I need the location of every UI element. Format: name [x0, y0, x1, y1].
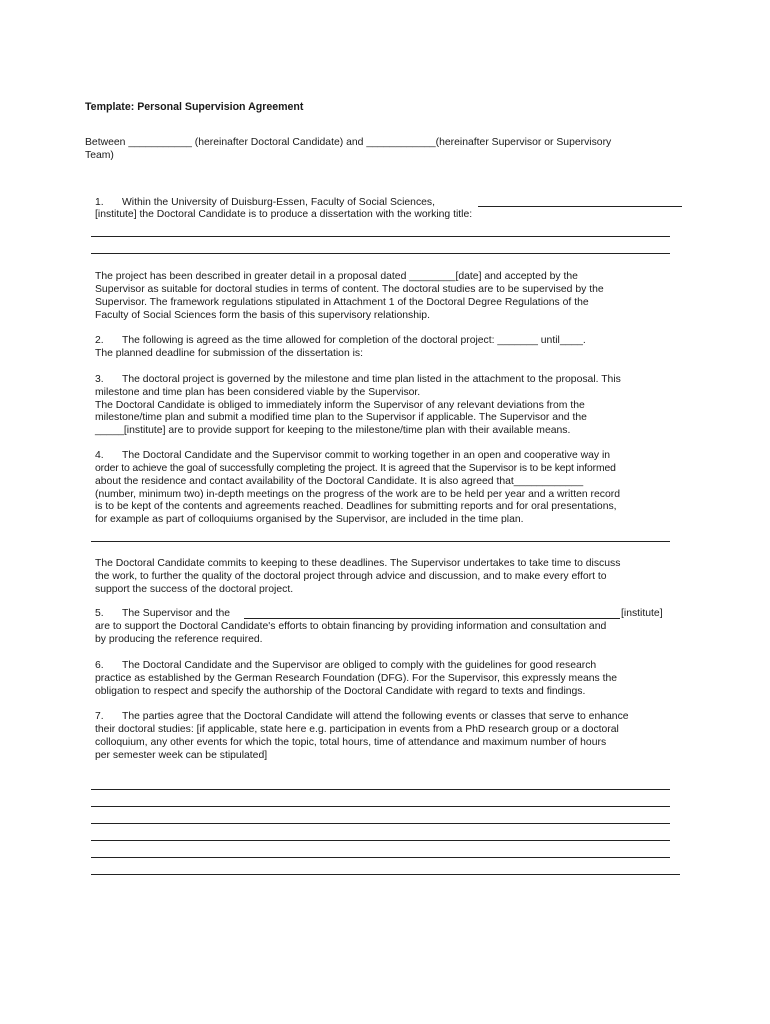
events-blank-4 [91, 840, 670, 841]
section-7-number: 7. [95, 711, 104, 722]
section-1-institute-blank [478, 206, 682, 207]
section-6-number: 6. [95, 660, 104, 671]
project-line-2: Supervisor as suitable for doctoral studies in terms of content. The doctoral studies are to be supervised by the [95, 284, 604, 295]
events-blank-1 [91, 789, 670, 790]
section-3-line-1: 3. The doctoral project is governed by the milestone and time plan listed in the attachment to the proposal. This [95, 374, 621, 385]
section-3-line-4: milestone/time plan and submit a modified time plan to the Supervisor if applicable. The Supervisor and the [95, 412, 587, 423]
project-line-4: Faculty of Social Sciences form the basis of this supervisory relationship. [95, 310, 430, 321]
document-title: Template: Personal Supervision Agreement [85, 101, 304, 113]
section-7-line-3: colloquium, any other events for which the topic, total hours, time of attendance and maximum number of hours [95, 737, 607, 748]
section-4-blank [91, 541, 670, 542]
section-4-line-4: (number, minimum two) in-depth meetings on the progress of the work are to be held per year and a written record [95, 489, 620, 500]
section-6-line-2: practice as established by the German Research Foundation (DFG). For the Supervisor, this expressly means the [95, 673, 618, 684]
project-line-1: The project has been described in greater detail in a proposal dated ________[date] and accepted by the [95, 271, 578, 282]
events-blank-6 [91, 874, 680, 875]
events-blank-5 [91, 857, 670, 858]
section-5-line-1: 5. The Supervisor and the [95, 608, 231, 619]
section-1-line-1: 1. Within the University of Duisburg-Essen, Faculty of Social Sciences, [95, 197, 435, 208]
section-1-line-2: [institute] the Doctoral Candidate is to produce a dissertation with the working title: [95, 209, 473, 220]
section-5-number: 5. [95, 608, 104, 619]
working-title-blank-2 [91, 253, 670, 254]
project-line-3: Supervisor. The framework regulations stipulated in Attachment 1 of the Doctoral Degree Regulations of the [95, 297, 589, 308]
section-3-number: 3. [95, 374, 104, 385]
section-2-line-2: The planned deadline for submission of the dissertation is: [95, 348, 364, 359]
section-4-line-3: about the residence and contact availability of the Doctoral Candidate. It is also agreed that____________ [95, 476, 584, 487]
section-5-line-3: by producing the reference required. [95, 634, 263, 645]
section-3-line-3: The Doctoral Candidate is obliged to immediately inform the Supervisor of any relevant deviations from the [95, 400, 585, 411]
events-blank-2 [91, 806, 670, 807]
section-3-line-2: milestone and time plan has been considered viable by the Supervisor. [95, 387, 421, 398]
section-3-line-5: _____[institute] are to provide support for keeping to the milestone/time plan with their available means. [95, 425, 571, 436]
working-title-blank-1 [91, 236, 670, 237]
section-7-line-2: their doctoral studies: [if applicable, state here e.g. participation in events from a PhD research group or a doctoral [95, 724, 619, 735]
events-blank-3 [91, 823, 670, 824]
section-6-line-3: obligation to respect and specify the authorship of the Doctoral Candidate with regard to texts and findings. [95, 686, 586, 697]
section-4-line-1: 4. The Doctoral Candidate and the Supervisor commit to working together in an open and cooperative way in [95, 450, 611, 461]
section-4-number: 4. [95, 450, 104, 461]
intro-line-1: Between ___________ (hereinafter Doctoral Candidate) and ____________(hereinafter Supervisor or Supervisory [85, 137, 612, 148]
section-1-number: 1. [95, 197, 104, 208]
section-4-line-6: for example as part of colloquiums organised by the Supervisor, are included in the time plan. [95, 514, 524, 525]
intro-line-2: Team) [85, 150, 114, 161]
commit-line-1: The Doctoral Candidate commits to keeping to these deadlines. The Supervisor undertakes to take time to discuss [95, 558, 621, 569]
commit-line-3: support the success of the doctoral project. [95, 584, 294, 595]
section-5-line-2: are to support the Doctoral Candidate's efforts to obtain financing by providing information and consultation and [95, 621, 607, 632]
section-2-line-1: 2. The following is agreed as the time allowed for completion of the doctoral project: _______ until____. [95, 335, 586, 346]
section-6-line-1: 6. The Doctoral Candidate and the Supervisor are obliged to comply with the guidelines for good research [95, 660, 597, 671]
section-4-line-5: is to be kept of the contents and agreements reached. Deadlines for submitting reports and for oral presentations, [95, 501, 617, 512]
section-2-number: 2. [95, 335, 104, 346]
section-7-line-4: per semester week can be stipulated] [95, 750, 268, 761]
commit-line-2: the work, to further the quality of the doctoral project through advice and discussion, and to make every effort to [95, 571, 607, 582]
section-7-line-1: 7. The parties agree that the Doctoral Candidate will attend the following events or classes that serve to enhance [95, 711, 629, 722]
section-4-line-2: order to achieve the goal of successfully completing the project. It is agreed that the Supervisor is to be kept informed [95, 463, 616, 474]
section-5-institute-blank [244, 618, 620, 619]
section-5-institute-label: [institute] [621, 608, 663, 619]
